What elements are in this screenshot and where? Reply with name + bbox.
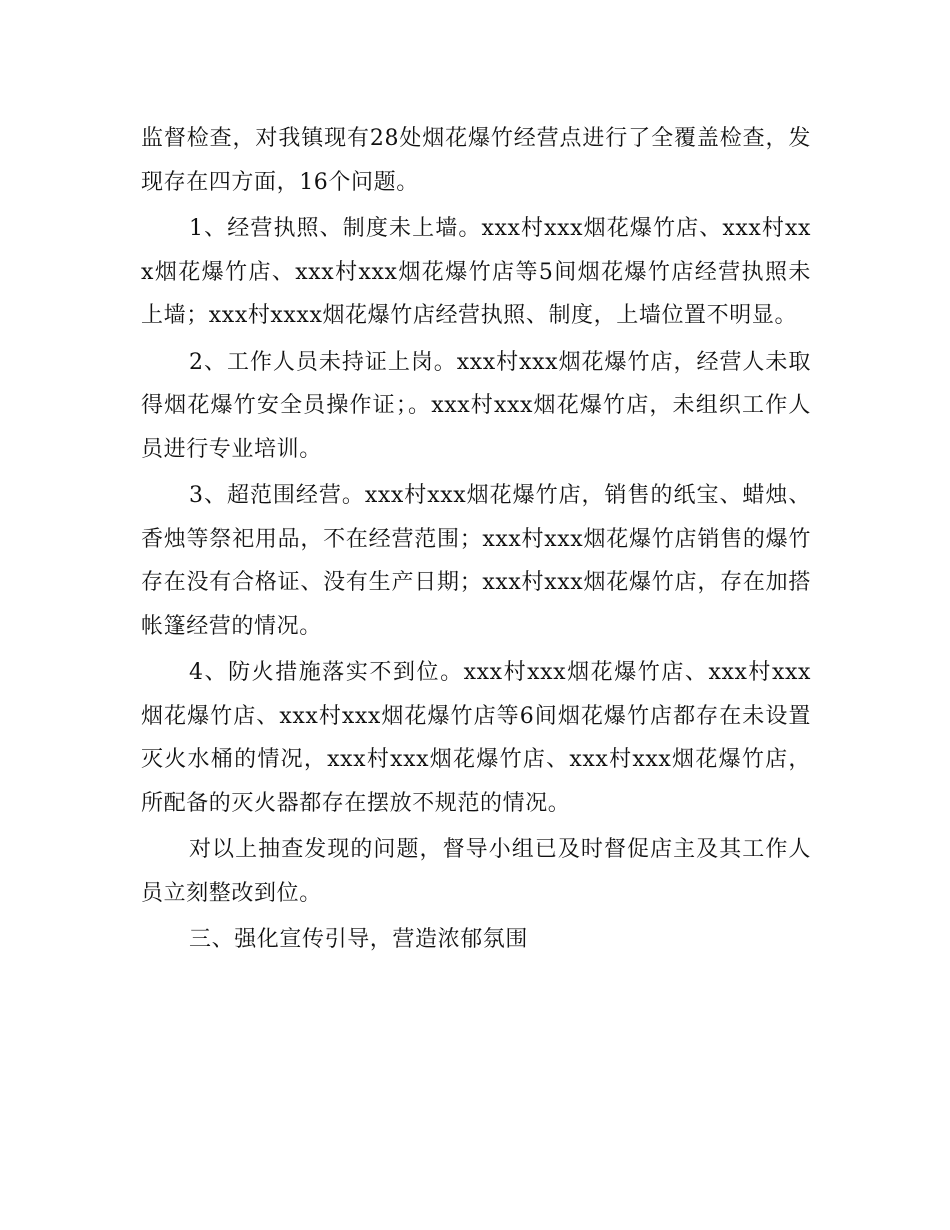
paragraph-rectification: 对以上抽查发现的问题，督导小组已及时督促店主及其工作人员立刻整改到位。 — [141, 837, 811, 906]
paragraph-issue-4-fire-safety: 4、防火措施落实不到位。xxx村xxx烟花爆竹店、xxx村xxx烟花爆竹店、xxx村xxx烟花爆竹店等6间烟花爆竹店都存在未设置灭火水桶的情况，xxx村xxx烟花爆竹店、xxx村xxx烟花爆竹店，所配备的灭火器都存在摆放不规范的情况。 — [141, 660, 811, 816]
section-heading-publicity: 三、强化宣传引导，营造浓郁氛围 — [189, 927, 529, 952]
document-body — [141, 117, 811, 965]
paragraph-issue-1-licenses: 1、经营执照、制度未上墙。xxx村xxx烟花爆竹店、xxx村xxx烟花爆竹店、xxx村xxx烟花爆竹店等5间烟花爆竹店经营执照未上墙；xxx村xxxx烟花爆竹店经营执照、制度，上墙位置不明显。 — [141, 216, 811, 328]
paragraph-inspection-summary: 监督检查，对我镇现有28处烟花爆竹经营点进行了全覆盖检查，发现存在四方面，16个问题。 — [141, 126, 811, 195]
paragraph-issue-2-certification: 2、工作人员未持证上岗。xxx村xxx烟花爆竹店，经营人未取得烟花爆竹安全员操作证；。xxx村xxx烟花爆竹店，未组织工作人员进行专业培训。 — [141, 349, 811, 462]
paragraph-issue-3-scope: 3、超范围经营。xxx村xxx烟花爆竹店，销售的纸宝、蜡烛、香烛等祭祀用品，不在经营范围；xxx村xxx烟花爆竹店销售的爆竹存在没有合格证、没有生产日期；xxx村xxx烟花爆竹店，存在加搭帐篷经营的情况。 — [141, 483, 811, 639]
